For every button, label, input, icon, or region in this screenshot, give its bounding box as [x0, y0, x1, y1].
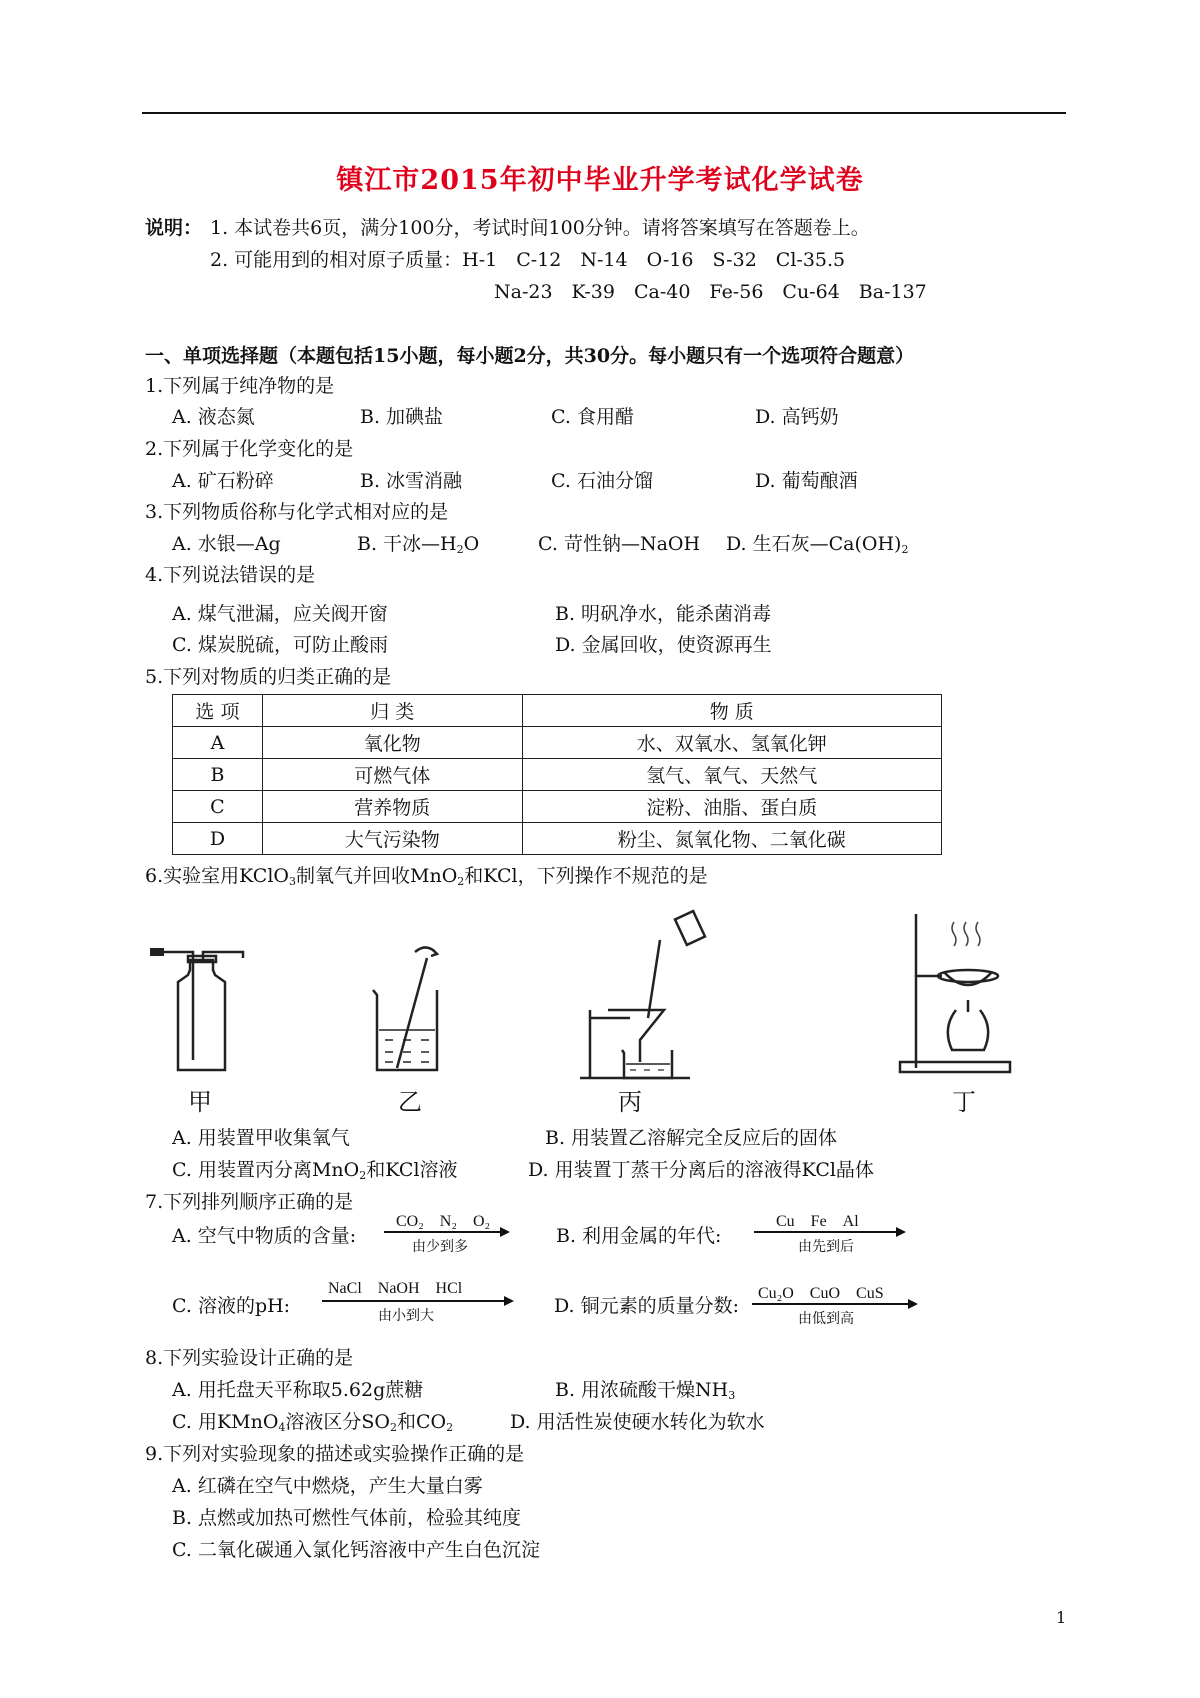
q7-c-arrow-line	[322, 1300, 506, 1302]
table-row	[173, 727, 942, 759]
top-rule	[142, 112, 1066, 114]
apparatus-figures	[140, 900, 1020, 1116]
figure-label-yi: 乙	[398, 1088, 422, 1116]
q7-c-arrow-head	[504, 1296, 514, 1306]
notes-label: 说明：	[145, 217, 203, 239]
q6-option-d: D. 用装置丁蒸干分离后的溶液得KCl晶体	[528, 1159, 874, 1181]
q3-option-c: C. 苛性钠—NaOH	[538, 533, 701, 555]
q7-stem: 7.下列排列顺序正确的是	[145, 1191, 354, 1213]
q7-b-sequence: Cu Fe Al	[776, 1213, 859, 1230]
q5-stem: 5.下列对物质的归类正确的是	[145, 666, 392, 688]
gas-bottle-figure	[148, 930, 258, 1080]
notes-line-3: Na-23 K-39 Ca-40 Fe-56 Cu-64 Ba-137	[494, 281, 927, 303]
q4-option-d: D. 金属回收，使资源再生	[555, 634, 772, 656]
q7-a-order: 由少到多	[412, 1239, 468, 1255]
figure-label-ding: 丁	[952, 1088, 976, 1116]
notes-line-1: 1. 本试卷共6页，满分100分，考试时间100分钟。请将答案填写在答题卷上。	[210, 217, 870, 239]
q1-option-b: B. 加碘盐	[360, 406, 444, 428]
q9-option-c: C. 二氧化碳通入氯化钙溶液中产生白色沉淀	[172, 1539, 540, 1561]
q6-option-a: A. 用装置甲收集氧气	[172, 1127, 350, 1149]
table-cell: 归 类	[262, 695, 522, 727]
table-cell: 淀粉、油脂、蛋白质	[522, 791, 941, 823]
table-cell: 营养物质	[262, 791, 522, 823]
table-row	[173, 823, 942, 855]
q7-d-arrow-head	[908, 1299, 918, 1309]
beaker-figure	[365, 940, 455, 1080]
q4-option-a: A. 煤气泄漏，应关阀开窗	[172, 603, 388, 625]
table-cell: 粉尘、氮氧化物、二氧化碳	[522, 823, 941, 855]
q7-a-arrow-line	[384, 1231, 502, 1233]
q7-option-d-arrow	[752, 1280, 922, 1328]
evaporation-figure	[880, 900, 1020, 1080]
table-cell: C	[173, 791, 263, 823]
q7-option-c-label: C. 溶液的pH:	[172, 1295, 291, 1317]
figure-label-bing: 丙	[618, 1088, 642, 1116]
notes-line-2: 2. 可能用到的相对原子质量：H-1 C-12 N-14 O-16 S-32 Cl-35.5	[210, 249, 846, 271]
table-cell: 氢气、氧气、天然气	[522, 759, 941, 791]
q8-option-d: D. 用活性炭使硬水转化为软水	[510, 1411, 765, 1433]
q6-stem: 6.实验室用KClO$_3$制氧气并回收MnO$_2$和KCl，下列操作不规范的是	[145, 865, 708, 888]
q1-option-d: D. 高钙奶	[755, 406, 839, 428]
table-row	[173, 791, 942, 823]
q7-option-a-arrow	[384, 1208, 514, 1254]
q7-b-arrow-line	[754, 1231, 898, 1233]
table-row	[173, 759, 942, 791]
q9-option-a: A. 红磷在空气中燃烧，产生大量白雾	[172, 1475, 483, 1497]
table-cell: 水、双氧水、氢氧化钾	[522, 727, 941, 759]
q8-option-c: C. 用KMnO$_4$溶液区分$SO_2$和$CO_2$	[172, 1411, 454, 1434]
q8-option-b: B. 用浓硫酸干燥$NH_3$	[555, 1379, 736, 1402]
q6-option-c: C. 用装置丙分离MnO$_2$和KCl溶液	[172, 1159, 458, 1182]
q7-b-arrow-head	[896, 1227, 906, 1237]
q7-d-order: 由低到高	[798, 1311, 854, 1327]
q7-option-a-label: A. 空气中物质的含量:	[172, 1225, 357, 1247]
q2-stem: 2.下列属于化学变化的是	[145, 438, 354, 460]
q7-c-order: 由小到大	[378, 1308, 434, 1324]
table-cell: 物 质	[522, 695, 941, 727]
filtration-figure	[560, 900, 710, 1080]
q7-c-sequence: NaCl NaOH HCl	[328, 1280, 463, 1297]
q7-d-sequence: Cu₂O CuO CuS	[758, 1285, 884, 1302]
table-cell: D	[173, 823, 263, 855]
table-cell: 可燃气体	[262, 759, 522, 791]
q1-stem: 1.下列属于纯净物的是	[145, 375, 335, 397]
q2-option-a: A. 矿石粉碎	[172, 470, 274, 492]
q4-stem: 4.下列说法错误的是	[145, 564, 316, 586]
q8-stem: 8.下列实验设计正确的是	[145, 1347, 354, 1369]
classification-table	[172, 694, 942, 855]
q9-stem: 9.下列对实验现象的描述或实验操作正确的是	[145, 1443, 525, 1465]
q8-option-a: A. 用托盘天平称取5.62g蔗糖	[172, 1379, 424, 1401]
table-header-row	[173, 695, 942, 727]
q3-stem: 3.下列物质俗称与化学式相对应的是	[145, 501, 449, 523]
q7-d-arrow-line	[752, 1303, 910, 1305]
q7-option-b-arrow	[754, 1208, 910, 1254]
q7-a-arrow-head	[500, 1227, 510, 1237]
q3-option-d: D. 生石灰$—Ca(OH)_2$	[726, 533, 909, 556]
q3-option-b: B. 干冰$—H_2O$	[357, 533, 480, 556]
page-title: 镇江市2015年初中毕业升学考试化学试卷	[336, 165, 864, 196]
page-number: 1	[1056, 1608, 1067, 1627]
q9-option-b: B. 点燃或加热可燃性气体前，检验其纯度	[172, 1507, 522, 1529]
q7-option-b-label: B. 利用金属的年代:	[556, 1225, 722, 1247]
q7-option-c-arrow	[322, 1275, 520, 1325]
q6-option-b: B. 用装置乙溶解完全反应后的固体	[545, 1127, 838, 1149]
table-cell: 大气污染物	[262, 823, 522, 855]
q7-option-d-label: D. 铜元素的质量分数:	[554, 1295, 740, 1317]
q7-a-sequence: CO₂ N₂ O₂	[396, 1213, 491, 1230]
q4-option-c: C. 煤炭脱硫，可防止酸雨	[172, 634, 388, 656]
table-cell: 氧化物	[262, 727, 522, 759]
q2-option-d: D. 葡萄酿酒	[755, 470, 858, 492]
section-heading: 一、单项选择题（本题包括15小题，每小题2分，共30分。每小题只有一个选项符合题意）	[145, 345, 915, 367]
table-cell: A	[173, 727, 263, 759]
q2-option-c: C. 石油分馏	[551, 470, 653, 492]
q4-option-b: B. 明矾净水，能杀菌消毒	[555, 603, 772, 625]
table-cell: 选 项	[173, 695, 263, 727]
q7-b-order: 由先到后	[798, 1239, 854, 1255]
q1-option-c: C. 食用醋	[551, 406, 634, 428]
table-cell: B	[173, 759, 263, 791]
q1-option-a: A. 液态氮	[172, 406, 255, 428]
figure-label-jia: 甲	[188, 1088, 212, 1116]
q2-option-b: B. 冰雪消融	[360, 470, 463, 492]
q3-option-a: A. 水银—Ag	[172, 533, 281, 555]
